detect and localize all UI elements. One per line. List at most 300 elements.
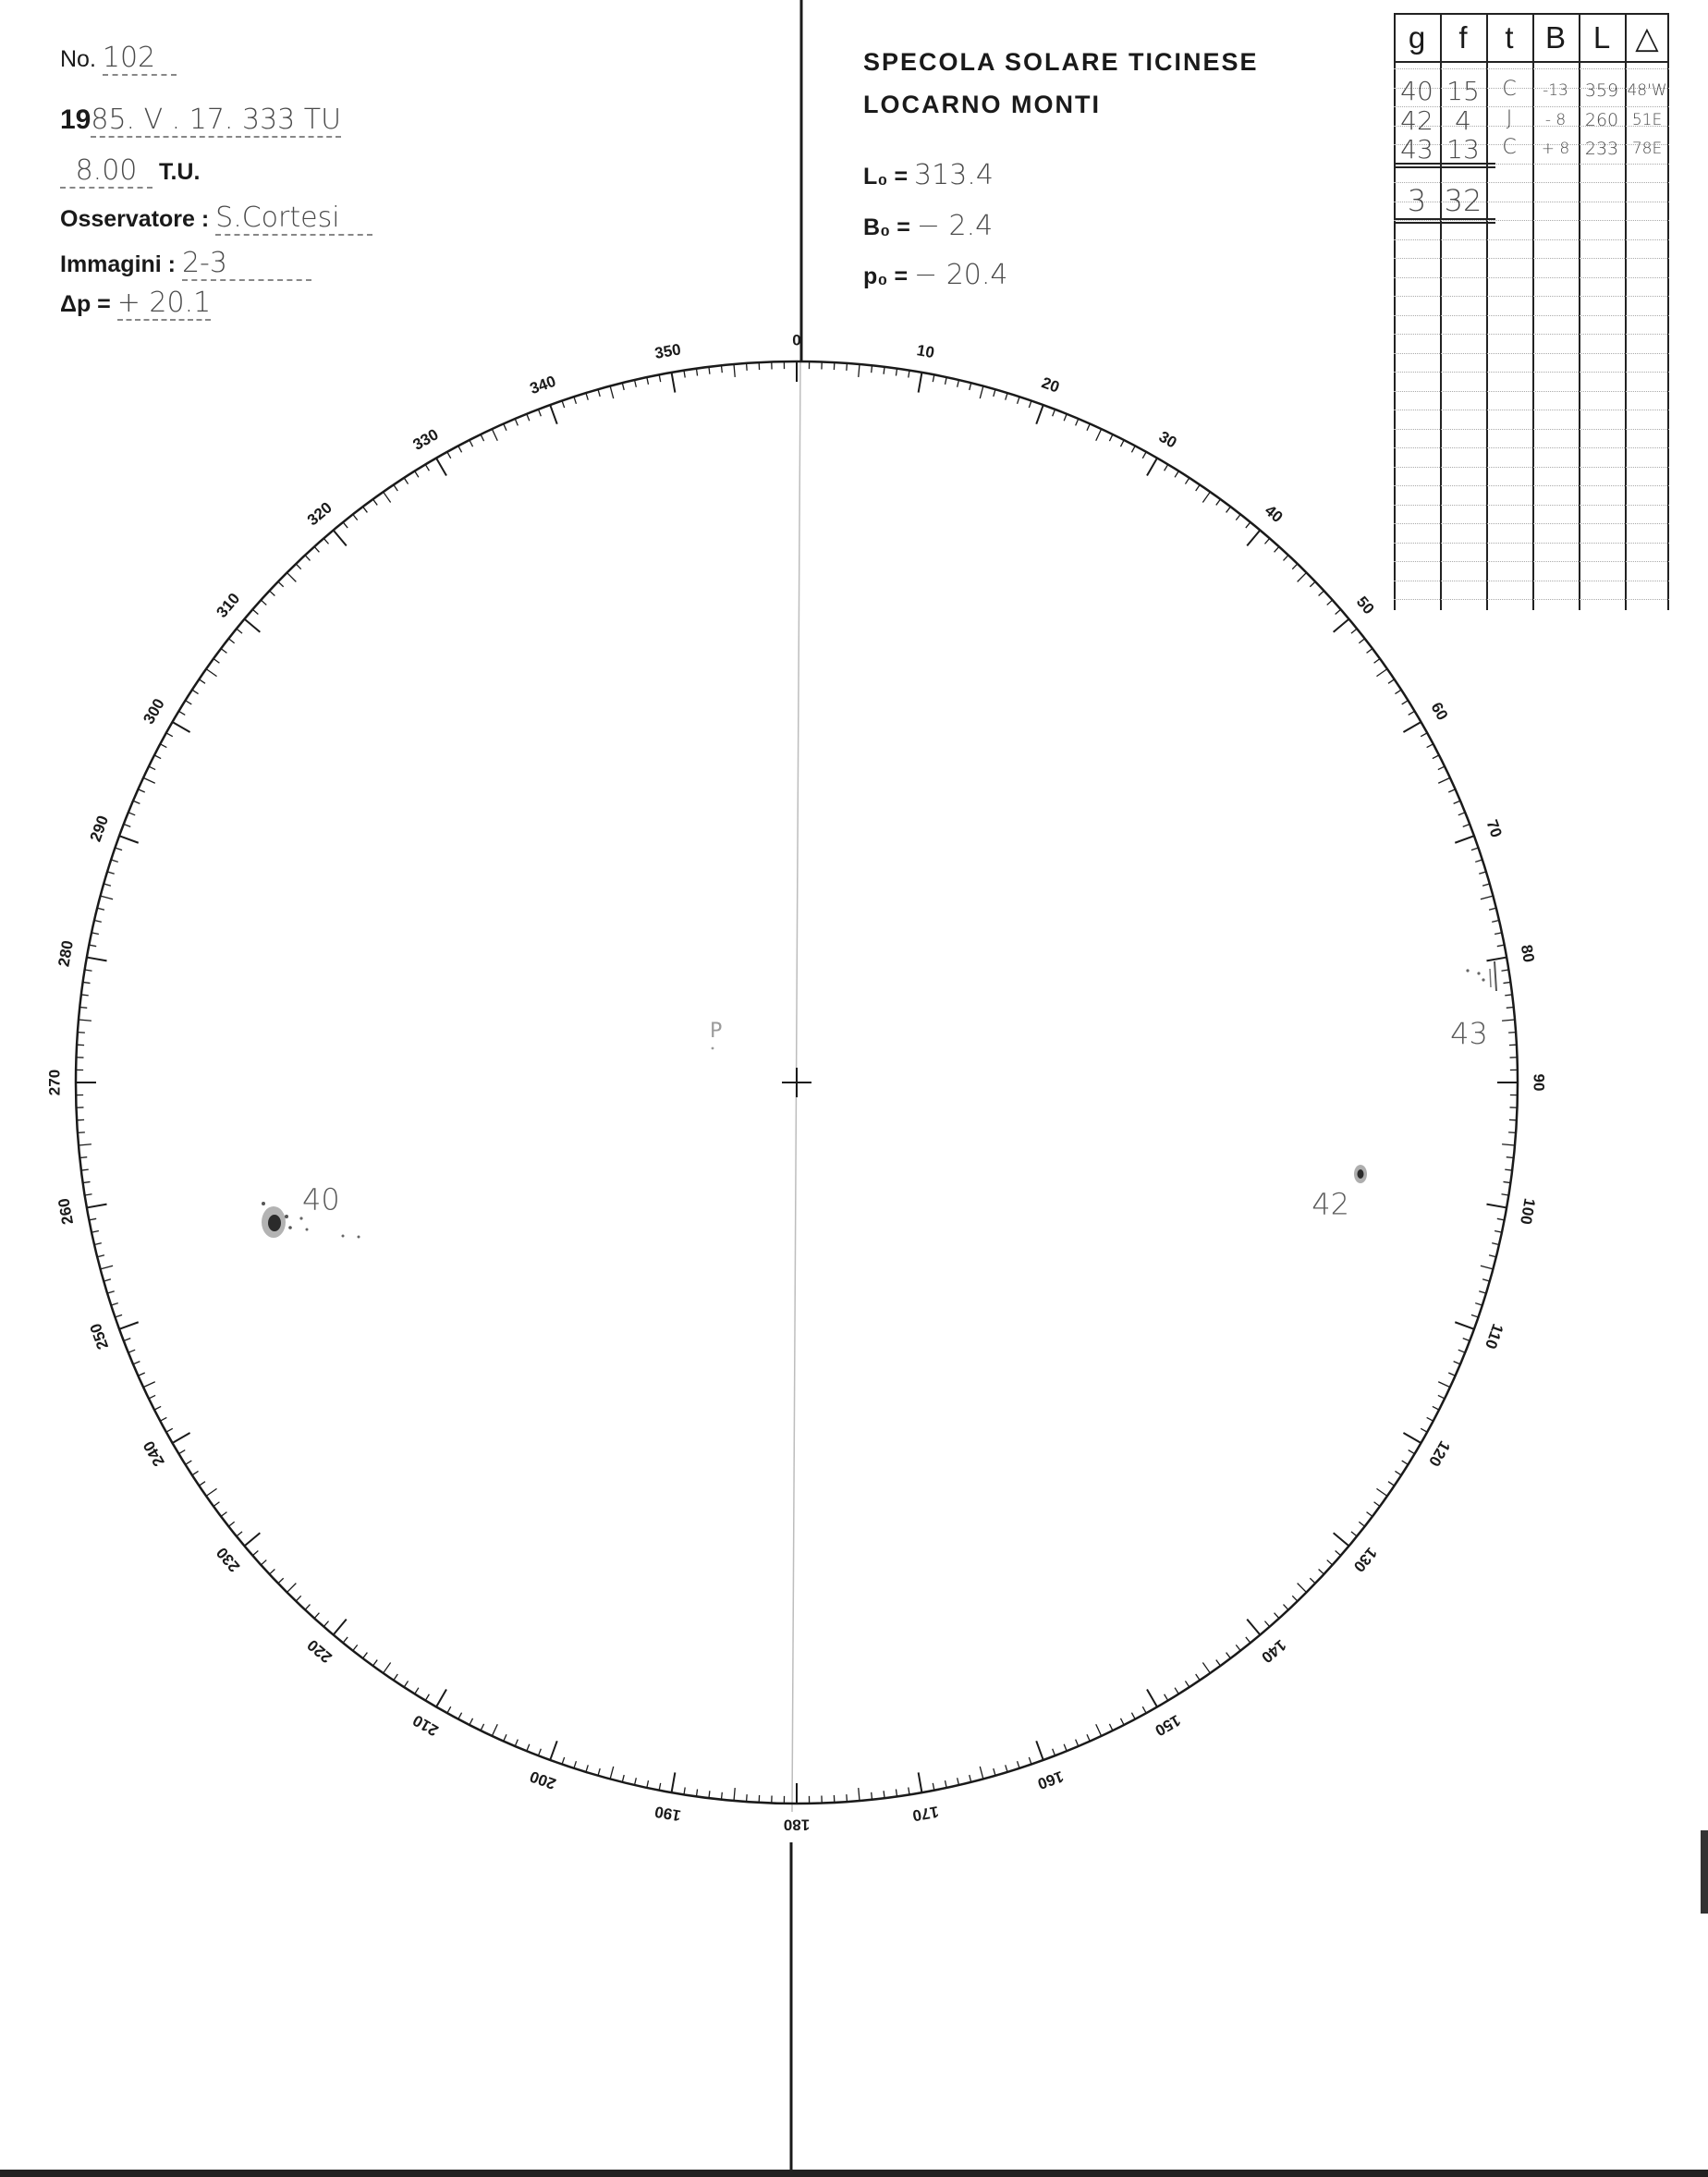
degree-tick [78,1132,85,1133]
degree-tick [404,1681,408,1687]
degree-tick [1264,538,1269,544]
degree-label: 170 [910,1802,941,1825]
degree-tick [1264,1621,1269,1627]
date-row [60,104,341,138]
degree-tick [1196,1674,1200,1681]
degree-tick [1409,1450,1415,1454]
degree-tick [958,1778,959,1785]
degree-tick [353,1645,358,1650]
degree-tick [1076,1740,1079,1746]
degree-tick [143,777,155,783]
degree-tick [970,383,971,390]
delta-p-row [60,287,211,321]
degree-tick [1374,659,1380,664]
totals-rule [1394,166,1495,168]
cell-f: 15 [1446,76,1480,106]
cell-delta: 78E [1631,140,1663,158]
degree-tick [1006,1765,1007,1772]
degree-tick [436,1689,446,1706]
degree-tick [684,371,685,378]
degree-tick [610,386,614,399]
degree-tick [562,400,565,408]
l0-value: 313.4 [914,159,994,191]
degree-tick [111,1303,118,1305]
degree-tick [635,380,637,387]
degree-tick [470,440,473,446]
degree-tick [115,1315,122,1317]
degree-tick [133,1362,140,1364]
degree-tick [278,1578,284,1584]
degree-tick [1505,1169,1512,1170]
degree-tick [1096,1724,1102,1736]
degree-tick [89,945,96,947]
degree-tick [107,1291,115,1293]
degree-tick [394,1674,397,1681]
degree-tick [1482,884,1490,886]
degree-tick [672,1772,676,1792]
degree-tick [261,600,266,605]
degree-tick [659,374,661,382]
degree-tick [919,373,922,393]
degree-tick [684,1787,685,1794]
degree-tick [1503,1181,1510,1182]
degree-tick [149,766,155,770]
table-ruled-line [1394,68,1669,69]
degree-tick [1367,1512,1372,1517]
degree-label: 320 [303,498,336,530]
degree-tick [1427,744,1434,748]
degree-tick [1246,522,1250,528]
degree-tick [81,995,89,996]
cell-t: J [1506,107,1513,130]
degree-tick [1334,1533,1349,1546]
degree-tick [1448,789,1455,792]
degree-tick [85,1194,92,1195]
degree-tick [859,364,860,377]
degree-tick [1388,679,1395,683]
degree-tick [425,1694,429,1701]
degree-tick [1327,1560,1333,1565]
table-ruled-line [1394,353,1669,354]
degree-tick [1505,995,1512,996]
cell-l: 359 [1584,80,1619,101]
time-row [60,154,200,189]
images-value: 2-3 [182,247,311,281]
drawing-number-value: 102 [103,42,177,76]
degree-tick [1029,400,1031,408]
degree-tick [97,1255,104,1257]
degree-tick [994,389,995,397]
degree-tick [79,1157,87,1158]
degree-tick [859,1788,860,1801]
degree-tick [89,1218,96,1220]
degree-tick [305,1605,310,1610]
degree-tick [1438,1395,1445,1399]
degree-tick [946,1780,947,1788]
degree-tick [598,389,600,397]
degree-tick [415,471,419,478]
table-header [1394,13,1669,63]
degree-tick [296,1596,301,1601]
degree-label: 350 [653,340,683,363]
axis-lines [782,0,811,2170]
degree-label: 300 [140,695,168,728]
degree-tick [647,1780,649,1788]
degree-tick [1454,1362,1460,1364]
degree-tick [1489,1255,1496,1257]
degree-tick [214,659,219,664]
degree-tick [353,514,358,520]
degree-tick [363,507,368,512]
degree-tick [138,789,144,792]
table-ruled-line [1394,505,1669,506]
p-marker: P [710,1020,723,1043]
degree-tick [1458,813,1465,815]
degree-tick [119,1322,139,1329]
degree-tick [1096,429,1102,441]
degree-tick [538,410,541,416]
degree-tick [550,405,557,424]
degree-tick [1421,733,1427,737]
degree-tick [1374,1502,1380,1507]
degree-label: 130 [1349,1544,1381,1576]
degree-tick [192,690,199,693]
degree-tick [133,801,140,803]
degree-tick [343,1637,348,1643]
degree-tick [734,1788,735,1801]
l0-label: L₀ = [863,164,909,190]
degree-tick [1479,872,1486,874]
degree-tick [166,1428,173,1432]
degree-tick [83,982,91,983]
year-prefix: 19 [60,104,92,135]
table-ruled-line [1394,447,1669,448]
degree-tick [160,744,166,748]
degree-tick [1351,629,1357,633]
degree-tick [1142,452,1146,459]
observer-value: S.Cortesi [215,202,372,236]
degree-tick [458,446,462,452]
degree-tick [1497,945,1505,947]
degree-tick [980,1767,983,1780]
table-ruled-line [1394,523,1669,524]
degree-tick [1486,958,1507,961]
degree-tick [138,1373,144,1376]
degree-tick [1438,777,1450,783]
degree-tick [635,1778,637,1785]
degree-tick [515,419,518,425]
degree-tick [492,429,497,441]
table-ruled-line [1394,467,1669,468]
degree-tick [481,434,484,441]
degree-tick [1494,933,1502,935]
degree-tick [527,414,530,421]
degree-tick [384,492,391,502]
cell-f: 13 [1446,134,1480,165]
degree-tick [173,1433,190,1443]
degree-tick [1427,1417,1434,1421]
degree-tick [1481,1266,1494,1269]
degree-tick [252,609,258,614]
degree-label: 140 [1258,1635,1290,1667]
degree-tick [1433,1406,1439,1410]
degree-tick [1165,1694,1168,1701]
degree-tick [574,1761,576,1768]
sheet-edge-mark [1701,1830,1708,1914]
degree-tick [1247,530,1260,545]
header-b: B [1544,20,1566,55]
degree-tick [363,1653,368,1658]
observer-row [60,202,372,236]
degree-tick [1502,1144,1515,1145]
degree-tick [404,478,408,484]
degree-tick [1120,440,1124,446]
degree-tick [1226,1653,1231,1658]
degree-tick [87,958,107,961]
degree-tick [314,1613,319,1619]
degree-label: 100 [1516,1196,1539,1227]
degree-tick [104,1279,111,1281]
degree-tick [1175,1688,1178,1694]
degree-tick [1367,649,1372,654]
degree-tick [1216,1660,1221,1666]
degree-tick [415,1688,419,1694]
degree-tick [1475,860,1482,862]
degree-tick [1275,1613,1279,1619]
table-col-line [1625,13,1627,610]
degree-tick [586,1765,588,1772]
degree-tick [186,1461,192,1464]
degree-tick [81,1169,89,1170]
table-ruled-line [1394,258,1669,259]
table-ruled-line [1394,315,1669,316]
time-value: 8.00 [60,154,152,189]
degree-tick [1438,766,1445,770]
degree-tick [83,1181,91,1182]
degree-tick [128,813,135,815]
degree-tick [610,1767,614,1780]
degree-tick [896,369,897,376]
observatory-name: SPECOLA SOLARE TICINESE [863,48,1259,76]
degree-tick [1029,1757,1031,1765]
degree-tick [228,639,234,643]
table-col-line [1579,13,1580,610]
degree-tick [173,722,190,732]
degree-label: 160 [1035,1767,1067,1793]
degree-tick [1482,1279,1490,1281]
degree-tick [1421,1428,1427,1432]
degree-tick [1501,970,1508,971]
degree-tick [647,377,649,385]
l0-row [863,159,994,191]
degree-tick [709,367,710,374]
degree-label: 310 [213,589,244,621]
degree-label: 40 [1261,501,1287,527]
degree-tick [1351,1532,1357,1536]
degree-label: 210 [409,1711,442,1740]
degree-label: 330 [409,425,442,454]
degree-tick [244,1533,260,1546]
degree-tick [323,1621,328,1627]
degree-tick [334,530,347,545]
degree-tick [192,1471,199,1474]
degree-tick [85,970,92,971]
degree-tick [970,1775,971,1782]
degree-tick [504,423,506,430]
degree-tick [1109,434,1113,441]
degree-tick [933,1783,934,1791]
degree-tick [1403,1433,1421,1443]
cell-f: 4 [1455,105,1471,136]
degree-tick [586,393,588,400]
cell-delta: 48'W [1627,81,1667,100]
degree-tick [696,369,697,376]
p0-label: p₀ = [863,263,909,289]
degree-label: 90 [1530,1073,1548,1092]
table-col-line [1486,13,1488,610]
degree-tick [1109,1724,1113,1731]
degree-tick [1236,1645,1240,1650]
degree-tick [447,452,451,459]
degree-tick [458,1713,462,1719]
degree-tick [166,733,173,737]
degree-tick [79,1144,92,1145]
b0-value: − 2.4 [916,210,994,242]
degree-tick [1402,1461,1409,1464]
degree-tick [1292,564,1298,569]
degree-tick [847,1794,848,1802]
degree-tick [1064,1744,1067,1751]
header-delta: △ [1635,20,1659,55]
degree-tick [1216,499,1221,505]
degree-tick [296,564,301,569]
degree-tick [1196,484,1200,491]
degree-label: 340 [527,372,558,398]
degree-tick [747,363,748,371]
degree-tick [1334,619,1349,632]
table-ruled-line [1394,599,1669,600]
degree-tick [1175,471,1178,478]
degree-tick [1147,1689,1157,1706]
degree-tick [1006,393,1007,400]
degree-label: 230 [213,1544,244,1576]
degree-tick [574,397,576,404]
degree-tick [1131,1713,1135,1719]
degree-tick [1053,1749,1055,1755]
degree-tick [425,464,429,471]
degree-tick [1147,459,1157,476]
degree-tick [79,1007,87,1008]
degree-tick [1359,639,1364,643]
degree-tick [154,1406,161,1410]
degree-tick [1458,1350,1465,1352]
degree-tick [1489,908,1496,910]
degree-tick [721,1792,722,1800]
table-ruled-line [1394,543,1669,544]
table-col-line [1532,13,1534,610]
degree-tick [470,1718,473,1725]
totals-rule [1394,222,1495,224]
degree-tick [1433,755,1439,759]
sunspot-group-table [1394,13,1669,610]
degree-tick [672,373,676,393]
degree-tick [1454,801,1460,803]
header-g: g [1408,20,1426,55]
cell-g: 43 [1400,134,1434,165]
degree-tick [436,459,446,476]
degree-tick [659,1783,661,1791]
degree-tick [1402,701,1409,704]
b0-label: B₀ = [863,214,910,240]
table-ruled-line [1394,296,1669,297]
degree-tick [1284,1605,1288,1610]
degree-tick [1036,405,1043,424]
degree-label: 180 [783,1816,811,1834]
degree-tick [1502,1020,1515,1021]
degree-tick [481,1724,484,1731]
degree-tick [1388,1482,1395,1486]
degree-tick [1403,722,1421,732]
degree-tick [252,1550,258,1555]
degree-tick [550,1741,557,1760]
degree-tick [270,1570,275,1574]
table-ruled-line [1394,220,1669,221]
degree-tick [946,377,947,385]
totals-rule [1394,218,1495,220]
observatory-location: LOCARNO MONTI [863,91,1101,118]
degree-tick [1475,1303,1482,1305]
group-label-42: 42 [1312,1186,1349,1222]
degree-tick [143,1382,155,1388]
degree-tick [244,619,260,632]
degree-label: 70 [1482,817,1506,840]
degree-tick [97,908,104,910]
header-l: L [1592,20,1611,55]
degree-tick [124,1339,130,1341]
degree-label: 30 [1155,427,1180,452]
degree-tick [270,591,275,595]
cell-delta: 51E [1631,111,1663,129]
degree-tick [1463,824,1470,826]
degree-tick [1501,1194,1508,1195]
degree-tick [154,755,161,759]
b0-row [863,210,993,242]
total-spots: 32 [1444,183,1482,218]
cell-b: + 8 [1541,140,1570,158]
degree-tick [538,1749,541,1755]
degree-tick [178,1450,185,1454]
table-ruled-line [1394,372,1669,373]
degree-tick [1275,546,1279,552]
degree-tick [1507,1157,1514,1158]
degree-tick [1492,921,1499,923]
degree-label: 120 [1425,1437,1454,1470]
drawing-number-row [60,42,177,76]
degree-label: 190 [653,1802,683,1825]
degree-tick [598,1768,600,1776]
degree-tick [1310,581,1315,587]
degree-tick [107,872,115,874]
degree-tick [261,1560,266,1565]
degree-tick [933,374,934,382]
degree-tick [515,1740,518,1746]
degree-tick [980,386,983,399]
images-label: Immagini : [60,251,177,277]
degree-tick [562,1757,565,1765]
date-value: 85. V . 17. 333 TU [91,104,342,136]
degree-label: 0 [792,331,801,349]
p0-row [863,259,1008,291]
